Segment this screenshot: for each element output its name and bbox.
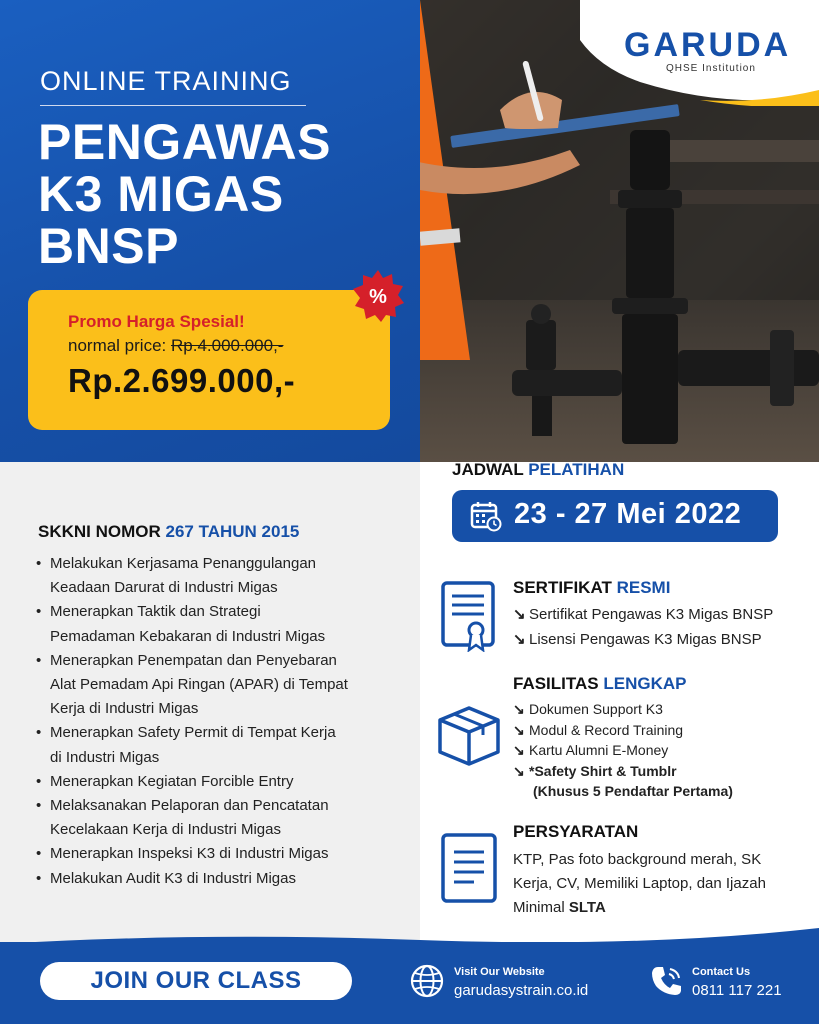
eyebrow-text: ONLINE TRAINING: [40, 66, 292, 96]
certificate-list: [513, 602, 773, 652]
skkni-title: [38, 522, 299, 542]
skkni-item: [36, 721, 406, 769]
calendar-icon: [470, 500, 502, 532]
skkni-item-line: Menerapkan Taktik dan Strategi: [50, 603, 261, 621]
skkni-item: [36, 552, 406, 600]
box-package-icon: [436, 705, 502, 767]
certificate-item-text: Sertifikat Pengawas K3 Migas BNSP: [529, 606, 774, 623]
document-icon: [440, 832, 498, 904]
promo-price: Rp.2.699.000,-: [68, 362, 296, 399]
skkni-item-line: Melaksanakan Pelaporan dan Pencatatan: [50, 797, 329, 815]
contact-caption: Contact Us: [692, 966, 751, 978]
skkni-item-line: Pemadaman Kebakaran di Industri Migas: [50, 627, 326, 645]
skkni-item-line: Melakukan Audit K3 di Industri Migas: [50, 869, 296, 887]
skkni-item: [36, 842, 406, 866]
requirements-text: [513, 848, 803, 920]
schedule-title-highlight: PELATIHAN: [528, 460, 625, 479]
normal-price-value: Rp.4.000.000,-: [170, 336, 284, 355]
certificate-item-text: Lisensi Pengawas K3 Migas BNSP: [529, 631, 762, 648]
facility-item-text: *Safety Shirt & Tumblr: [529, 762, 677, 779]
requirements-body: KTP, Pas foto background merah, SK Kerja, CV, Memiliki Laptop, dan Ijazah Minimal: [513, 851, 766, 916]
website-caption: Visit Our Website: [454, 966, 545, 978]
headline-line-3: BNSP: [38, 218, 179, 274]
percent-badge-text: %: [369, 286, 387, 308]
arrow-down-right-icon: ↘: [513, 631, 526, 648]
contact-phone[interactable]: 0811 117 221: [692, 982, 782, 999]
skkni-item: [36, 794, 406, 842]
website-link[interactable]: garudasystrain.co.id: [454, 982, 589, 999]
requirements-title: PERSYARATAN: [513, 822, 639, 841]
facility-item: [513, 699, 733, 720]
skkni-item-line: Menerapkan Inspeksi K3 di Industri Migas: [50, 845, 329, 863]
schedule-date-pill: [452, 490, 778, 542]
certificate-item: [513, 602, 773, 627]
join-class-label: JOIN OUR CLASS: [90, 967, 302, 994]
skkni-item-line: di Industri Migas: [50, 748, 160, 766]
skkni-item: [36, 600, 406, 648]
logo-subtitle: QHSE Institution: [666, 63, 756, 74]
skkni-item: [36, 867, 406, 891]
percent-badge-icon: [352, 270, 404, 322]
facility-item-text: Modul & Record Training: [529, 721, 684, 738]
facilities-list: [513, 699, 733, 802]
schedule-title-prefix: JADWAL: [452, 460, 524, 479]
promo-title: Promo Harga Spesial!: [68, 312, 245, 331]
promo-normal-price: [68, 336, 283, 356]
arrow-down-right-icon: ↘: [513, 606, 526, 623]
certificate-title: [513, 578, 670, 598]
headline: [38, 116, 331, 272]
skkni-title-highlight: 267 TAHUN 2015: [165, 522, 300, 541]
eyebrow-divider: [40, 105, 306, 106]
skkni-item-line: Menerapkan Safety Permit di Tempat Kerja: [50, 724, 336, 742]
facilities-title: [513, 674, 687, 694]
skkni-title-prefix: SKKNI NOMOR: [38, 522, 161, 541]
skkni-item: [36, 649, 406, 722]
facility-item-text: Kartu Alumni E-Money: [529, 742, 669, 758]
facilities-title-prefix: FASILITAS: [513, 674, 599, 693]
skkni-item-line: Alat Pemadam Api Ringan (APAR) di Tempat: [50, 676, 348, 694]
promo-card: [28, 290, 390, 430]
headline-line-1: PENGAWAS: [38, 114, 331, 170]
certificate-icon: [440, 580, 496, 652]
facilities-title-highlight: LENGKAP: [603, 674, 687, 693]
skkni-item: [36, 770, 406, 794]
facility-item: [513, 720, 733, 741]
globe-icon: [410, 964, 444, 998]
requirements-bold: SLTA: [568, 899, 606, 916]
facility-item: [513, 740, 733, 761]
join-class-button[interactable]: [40, 962, 352, 1000]
certificate-title-highlight: RESMI: [616, 578, 671, 597]
certificate-title-prefix: SERTIFIKAT: [513, 578, 612, 597]
facility-item-text: Dokumen Support K3: [529, 701, 663, 717]
logo-wordmark: GARUDA: [624, 26, 792, 64]
skkni-item-line: Melakukan Kerjasama Penanggulangan: [50, 555, 317, 572]
phone-icon: [650, 964, 684, 998]
brand-logo: [580, 0, 819, 106]
skkni-item-line: Kerja di Industri Migas: [50, 700, 199, 718]
arrow-down-right-icon: ↘: [513, 701, 525, 717]
arrow-down-right-icon: ↘: [513, 721, 525, 738]
facility-note: (Khusus 5 Pendaftar Pertama): [533, 783, 733, 799]
certificate-item: [513, 627, 773, 652]
skkni-item-line: Kecelakaan Kerja di Industri Migas: [50, 821, 281, 839]
facility-item: [513, 761, 733, 782]
arrow-down-right-icon: ↘: [513, 742, 525, 758]
normal-price-label: normal price:: [68, 336, 171, 355]
skkni-item-line: Keadaan Darurat di Industri Migas: [50, 579, 278, 597]
arrow-down-right-icon: ↘: [513, 762, 525, 779]
schedule-date: 23 - 27 Mei 2022: [514, 498, 742, 530]
headline-line-2: K3 MIGAS: [38, 166, 284, 222]
skkni-item-line: Menerapkan Kegiatan Forcible Entry: [50, 772, 294, 790]
schedule-title: [452, 460, 624, 480]
skkni-item-line: Menerapkan Penempatan dan Penyebaran: [50, 651, 337, 669]
skkni-list: [36, 552, 406, 891]
